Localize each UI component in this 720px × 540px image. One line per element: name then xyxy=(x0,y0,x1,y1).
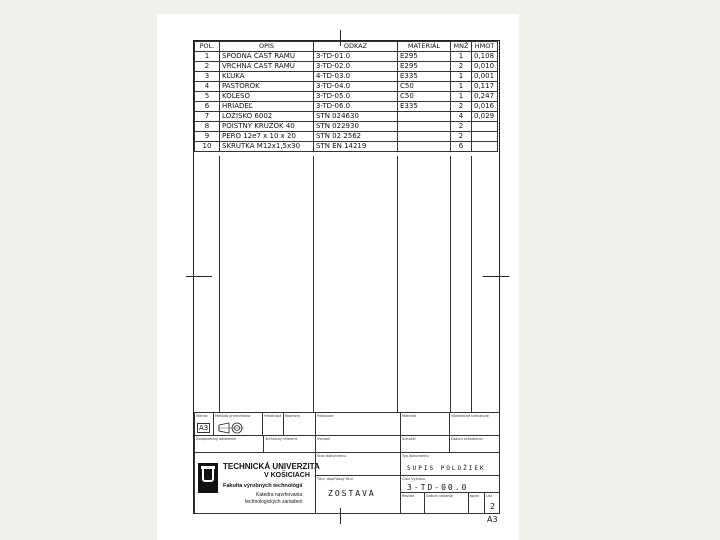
cell-odkaz: 3-TD-06.0 xyxy=(314,102,398,112)
cell-mnz: 2 xyxy=(451,62,472,72)
cell-odkaz: 4-TD-03.0 xyxy=(314,72,398,82)
table-row xyxy=(195,132,498,142)
cell-hmot: 0,108 xyxy=(472,52,498,62)
cell-opis: SPODNÁ ČASŤ RÁMU xyxy=(220,52,314,62)
cell-opis: KOLESO xyxy=(220,92,314,102)
department-line2: technologických zariadení xyxy=(245,499,303,505)
cell-hmot: 0,029 xyxy=(472,112,498,122)
tb-titul-label: Titul, doplňkový titul xyxy=(317,477,353,481)
tb-datum-cell xyxy=(449,435,500,453)
cell-pol: 3 xyxy=(195,72,220,82)
cell-odkaz: 3-TD-01.0 xyxy=(314,52,398,62)
center-mark-left xyxy=(186,276,212,277)
cell-material: E335 xyxy=(398,102,451,112)
cell-opis: HRIADEĽ xyxy=(220,102,314,112)
tb-stav-label: Stav dokumentu xyxy=(317,454,346,458)
tb-mierka-label: Mierka xyxy=(196,414,208,418)
parts-list-table xyxy=(194,41,498,152)
cell-hmot xyxy=(472,142,498,152)
tb-typ-cell xyxy=(400,452,500,476)
tb-mierka-value: A3 xyxy=(199,424,209,432)
cell-hmot: 0,117 xyxy=(472,82,498,92)
cell-hmot xyxy=(472,132,498,142)
table-row xyxy=(195,62,498,72)
cell-opis: SKRUTKA M12x1,5x30 xyxy=(220,142,314,152)
table-header-row xyxy=(195,42,498,52)
tb-mierka-cell xyxy=(194,412,214,436)
cell-opis: PASTOROK xyxy=(220,82,314,92)
tb-hmotnost-label: Hmotnosť xyxy=(264,414,282,418)
cell-opis: POISTNÝ KRÚŽOK 40 xyxy=(220,122,314,132)
tb-revizia-cell xyxy=(400,492,425,514)
tb-metoda-label: Metóda premietania xyxy=(215,414,251,418)
cell-material: E295 xyxy=(398,52,451,62)
col-header-hmot: HMOT xyxy=(472,42,498,52)
table-row xyxy=(195,72,498,82)
tb-schvalil-label: Schválil xyxy=(402,437,416,441)
table-row xyxy=(195,112,498,122)
column-divider xyxy=(471,156,472,412)
column-divider xyxy=(397,156,398,412)
cell-mnz: 4 xyxy=(451,112,472,122)
tb-schvalil-cell xyxy=(400,435,450,453)
tb-datum-vydania-label: Dátum vydania xyxy=(426,494,453,498)
cell-mnz: 1 xyxy=(451,52,472,62)
column-divider xyxy=(450,156,451,412)
col-header-opis: OPIS xyxy=(220,42,314,52)
cell-pol: 6 xyxy=(195,102,220,112)
tb-zodpovedny-cell xyxy=(194,435,264,453)
cell-pol: 7 xyxy=(195,112,220,122)
center-mark-right xyxy=(483,276,509,277)
tb-zodpovedny-label: Zodpovedný oddelenie xyxy=(196,437,237,441)
cell-mnz: 6 xyxy=(451,142,472,152)
tb-revizia-label: Revízia xyxy=(402,494,415,498)
cell-mnz: 2 xyxy=(451,132,472,142)
cell-material: E335 xyxy=(398,72,451,82)
cell-odkaz: 3-TD-05.0 xyxy=(314,92,398,102)
table-row xyxy=(195,92,498,102)
col-header-pol: POL. xyxy=(195,42,220,52)
table-row xyxy=(195,102,498,112)
cell-pol: 1 xyxy=(195,52,220,62)
tb-jazyk-cell xyxy=(468,492,485,514)
tb-list-value: 2 xyxy=(490,502,496,511)
tb-cislo-label: Číslo výkresu xyxy=(402,477,426,481)
tb-metoda-cell xyxy=(213,412,263,436)
tb-material-cell xyxy=(400,412,450,436)
cell-mnz: 2 xyxy=(451,122,472,132)
cell-odkaz: 3-TD-04.0 xyxy=(314,82,398,92)
col-header-material: MATERIÁL xyxy=(398,42,451,52)
cell-opis: PERO 12e7 x 10 x 20 xyxy=(220,132,314,142)
department-line1: Katedra navrhovania xyxy=(256,492,303,498)
cell-material: C50 xyxy=(398,92,451,102)
tb-vseobecne-cell xyxy=(449,412,500,436)
cell-mnz: 1 xyxy=(451,82,472,92)
tb-cislo-cell xyxy=(400,475,500,493)
col-header-mnz: MNŽ xyxy=(451,42,472,52)
tb-datum-label: Dátum schválenia xyxy=(451,437,483,441)
cell-odkaz: STN 024630 xyxy=(314,112,398,122)
table-row xyxy=(195,122,498,132)
cell-mnz: 1 xyxy=(451,92,472,102)
cell-pol: 9 xyxy=(195,132,220,142)
table-row xyxy=(195,82,498,92)
table-row xyxy=(195,52,498,62)
tb-material-label: Materiál xyxy=(402,414,417,418)
tb-polotovar-label: Polotovar xyxy=(317,414,334,418)
cell-odkaz: STN EN 14219 xyxy=(314,142,398,152)
tb-rozmery-label: Rozmery xyxy=(285,414,301,418)
cell-hmot: 0,247 xyxy=(472,92,498,102)
cell-pol: 8 xyxy=(195,122,220,132)
cell-mnz: 1 xyxy=(451,72,472,82)
cell-pol: 4 xyxy=(195,82,220,92)
university-name-line2: V KOŠICIACH xyxy=(264,472,310,479)
tb-typ-value: SUPIS POLOŽIEK xyxy=(407,465,486,472)
cell-hmot: 0,016 xyxy=(472,102,498,112)
cell-pol: 10 xyxy=(195,142,220,152)
cell-material xyxy=(398,112,451,122)
tb-datum-vydania-cell xyxy=(424,492,469,514)
tb-jazyk-label: Jazyk xyxy=(470,494,480,498)
col-header-odkaz: ODKAZ xyxy=(314,42,398,52)
cell-material xyxy=(398,132,451,142)
tb-technicky-cell xyxy=(263,435,316,453)
cell-material: C50 xyxy=(398,82,451,92)
cell-odkaz: STN 022930 xyxy=(314,122,398,132)
tb-vseobecne-label: Všeobecné tolerancie xyxy=(451,414,489,418)
tb-list-cell xyxy=(484,492,500,514)
cell-material xyxy=(398,122,451,132)
university-logo xyxy=(198,463,218,493)
cell-pol: 2 xyxy=(195,62,220,72)
tb-typ-label: Typ dokumentu xyxy=(402,454,429,458)
sheet-format-label: A3 xyxy=(487,515,498,524)
faculty-name: Fakulta výrobných technológií xyxy=(223,483,303,489)
cell-material: E295 xyxy=(398,62,451,72)
tb-polotovar-cell xyxy=(315,412,401,436)
cell-odkaz: STN 02 2562 xyxy=(314,132,398,142)
tb-list-label: List xyxy=(486,494,493,498)
tb-vytvoril-cell xyxy=(315,435,401,453)
tb-technicky-label: Technický referent xyxy=(265,437,298,441)
tb-vytvoril-label: Vytvoril xyxy=(317,437,331,441)
cell-hmot: 0,001 xyxy=(472,72,498,82)
tb-titul-cell xyxy=(315,475,401,514)
tb-stav-cell xyxy=(315,452,401,476)
cell-opis: KĽUKA xyxy=(220,72,314,82)
cell-pol: 5 xyxy=(195,92,220,102)
university-name-line1: TECHNICKÁ UNIVERZITA xyxy=(223,462,320,471)
cell-odkaz: 3-TD-02.0 xyxy=(314,62,398,72)
cell-mnz: 2 xyxy=(451,102,472,112)
cell-hmot xyxy=(472,122,498,132)
column-divider xyxy=(219,156,220,412)
table-row xyxy=(195,142,498,152)
tb-rozmery-cell xyxy=(283,412,316,436)
column-divider xyxy=(313,156,314,412)
tb-titul-value: ZOSTAVA xyxy=(328,489,376,498)
projection-method-icon xyxy=(218,422,244,434)
cell-opis: LOŽISKO 6002 xyxy=(220,112,314,122)
cell-hmot: 0,010 xyxy=(472,62,498,72)
cell-opis: VRCHNÁ ČASŤ RÁMU xyxy=(220,62,314,72)
tb-cislo-value: 3-TD-00.0 xyxy=(407,483,469,492)
cell-material xyxy=(398,142,451,152)
table-body xyxy=(195,52,498,152)
tb-hmotnost-cell xyxy=(262,412,284,436)
